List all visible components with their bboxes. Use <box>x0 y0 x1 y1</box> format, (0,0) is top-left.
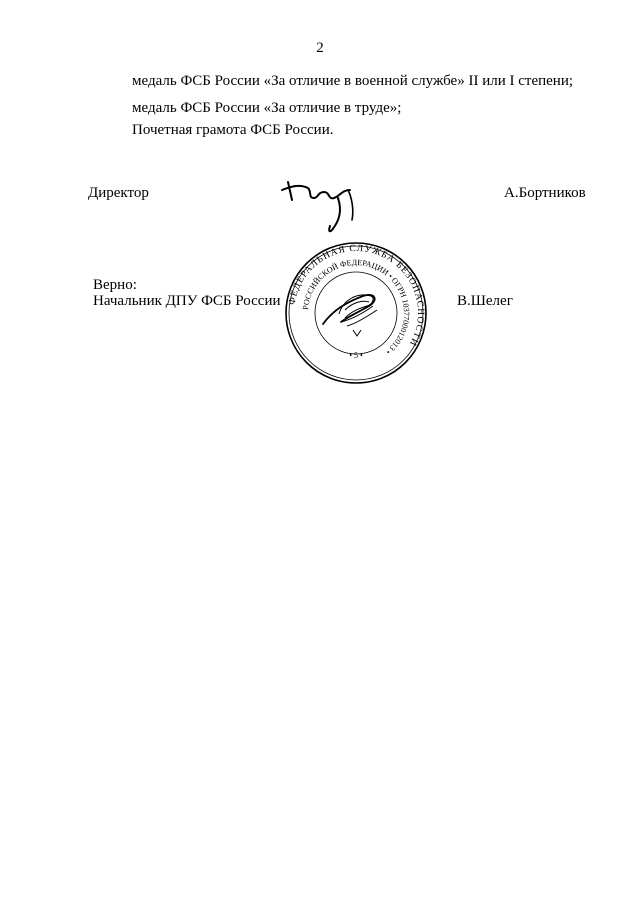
award-item: медаль ФСБ России «За отличие в труде»; <box>132 100 402 116</box>
director-name: А.Бортников <box>504 185 586 201</box>
certifier-name: В.Шелег <box>457 293 513 309</box>
certifier-title: Начальник ДПУ ФСБ России <box>93 293 281 309</box>
certified-label: Верно: <box>93 277 137 293</box>
award-item: медаль ФСБ России «За отличие в военной службе» II или I степени; <box>132 73 574 89</box>
page-number: 2 <box>316 40 324 56</box>
director-title: Директор <box>88 185 149 201</box>
svg-text:РОССИЙСКОЙ ФЕДЕРАЦИИ • ОГРН 10 <box>301 258 411 356</box>
award-item: Почетная грамота ФСБ России. <box>132 122 334 138</box>
seal-outer-text: ФЕДЕРАЛЬНАЯ СЛУЖБА БЕЗОПАСНОСТИ <box>287 243 426 348</box>
seal-inner-text: РОССИЙСКОЙ ФЕДЕРАЦИИ • ОГРН 1037700012013 • <box>301 257 412 357</box>
director-signature <box>278 168 368 238</box>
official-seal <box>283 240 429 386</box>
seal-bottom-text: • 5 • <box>349 351 363 360</box>
seal-emblem <box>339 295 377 336</box>
